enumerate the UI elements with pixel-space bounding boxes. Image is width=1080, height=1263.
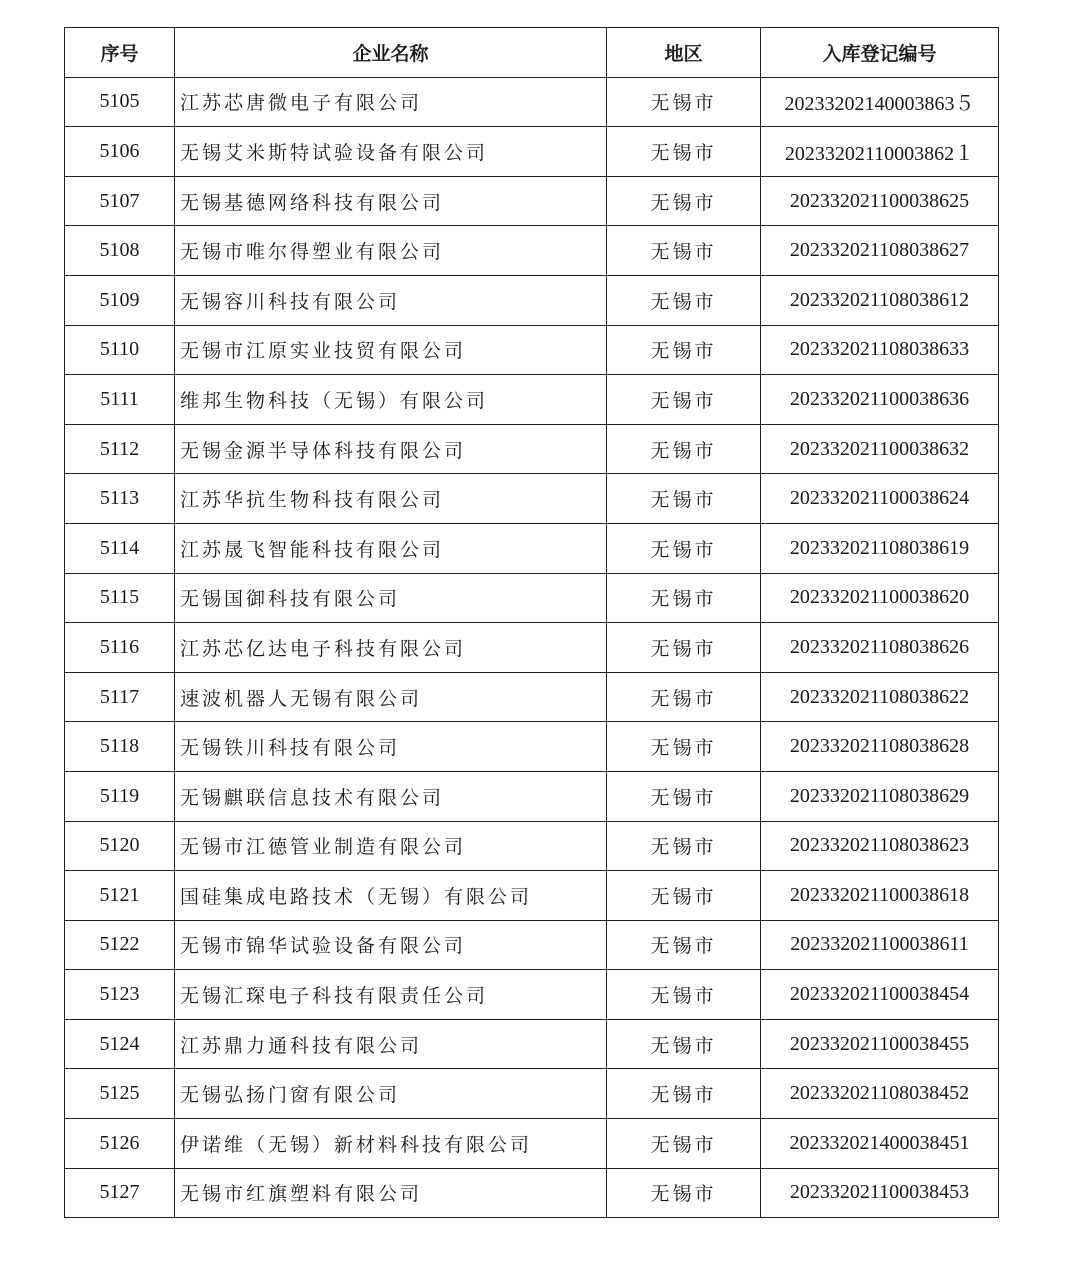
- cell-region: 无锡市: [607, 722, 761, 772]
- table-row: [65, 623, 999, 673]
- table-row: [65, 226, 999, 276]
- cell-registration-code: 202332021100038624: [761, 474, 999, 524]
- cell-registration-code: 202332021108038623: [761, 821, 999, 871]
- cell-index: 5109: [65, 275, 175, 325]
- cell-region: 无锡市: [607, 127, 761, 177]
- table-row: [65, 325, 999, 375]
- cell-company-name: 无锡市唯尔得塑业有限公司: [175, 226, 607, 276]
- cell-company-name: 速波机器人无锡有限公司: [175, 672, 607, 722]
- header-index: 序号: [65, 28, 175, 78]
- cell-company-name: 江苏芯亿达电子科技有限公司: [175, 623, 607, 673]
- cell-index: 5111: [65, 375, 175, 425]
- cell-region: 无锡市: [607, 573, 761, 623]
- cell-index: 5126: [65, 1119, 175, 1169]
- cell-region: 无锡市: [607, 424, 761, 474]
- cell-registration-code: 202332021400038451: [761, 1119, 999, 1169]
- cell-registration-code: 202332021100038636: [761, 375, 999, 425]
- cell-registration-code: 20233202110003862１: [761, 127, 999, 177]
- cell-region: 无锡市: [607, 1019, 761, 1069]
- table-row: [65, 127, 999, 177]
- cell-region: 无锡市: [607, 623, 761, 673]
- table-row: [65, 970, 999, 1020]
- cell-region: 无锡市: [607, 77, 761, 127]
- cell-registration-code: 202332021100038455: [761, 1019, 999, 1069]
- table-header-row: [65, 28, 999, 78]
- cell-registration-code: 202332021108038633: [761, 325, 999, 375]
- cell-region: 无锡市: [607, 1168, 761, 1218]
- table-row: [65, 871, 999, 921]
- cell-index: 5114: [65, 523, 175, 573]
- table-row: [65, 722, 999, 772]
- cell-index: 5115: [65, 573, 175, 623]
- table-row: [65, 275, 999, 325]
- cell-company-name: 江苏华抗生物科技有限公司: [175, 474, 607, 524]
- cell-company-name: 无锡铁川科技有限公司: [175, 722, 607, 772]
- table-row: [65, 1119, 999, 1169]
- cell-company-name: 无锡汇琛电子科技有限责任公司: [175, 970, 607, 1020]
- cell-region: 无锡市: [607, 325, 761, 375]
- cell-company-name: 无锡弘扬门窗有限公司: [175, 1069, 607, 1119]
- cell-region: 无锡市: [607, 970, 761, 1020]
- table-row: [65, 1069, 999, 1119]
- cell-index: 5108: [65, 226, 175, 276]
- cell-registration-code: 202332021108038628: [761, 722, 999, 772]
- cell-company-name: 江苏鼎力通科技有限公司: [175, 1019, 607, 1069]
- cell-region: 无锡市: [607, 226, 761, 276]
- cell-region: 无锡市: [607, 821, 761, 871]
- cell-company-name: 无锡市锦华试验设备有限公司: [175, 920, 607, 970]
- cell-index: 5121: [65, 871, 175, 921]
- cell-region: 无锡市: [607, 1119, 761, 1169]
- header-registration-code: 入库登记编号: [761, 28, 999, 78]
- cell-company-name: 无锡基德网络科技有限公司: [175, 176, 607, 226]
- cell-region: 无锡市: [607, 523, 761, 573]
- cell-company-name: 维邦生物科技（无锡）有限公司: [175, 375, 607, 425]
- cell-registration-code: 202332021108038619: [761, 523, 999, 573]
- table-row: [65, 176, 999, 226]
- table-row: [65, 1168, 999, 1218]
- table-row: [65, 523, 999, 573]
- table-row: [65, 424, 999, 474]
- cell-registration-code: 202332021108038622: [761, 672, 999, 722]
- cell-region: 无锡市: [607, 672, 761, 722]
- cell-company-name: 无锡市红旗塑料有限公司: [175, 1168, 607, 1218]
- cell-index: 5119: [65, 771, 175, 821]
- table-row: [65, 821, 999, 871]
- cell-index: 5123: [65, 970, 175, 1020]
- cell-registration-code: 20233202140003863５: [761, 77, 999, 127]
- cell-index: 5107: [65, 176, 175, 226]
- cell-index: 5125: [65, 1069, 175, 1119]
- cell-region: 无锡市: [607, 474, 761, 524]
- cell-company-name: 无锡艾米斯特试验设备有限公司: [175, 127, 607, 177]
- table-row: [65, 1019, 999, 1069]
- cell-region: 无锡市: [607, 771, 761, 821]
- cell-index: 5106: [65, 127, 175, 177]
- cell-company-name: 国硅集成电路技术（无锡）有限公司: [175, 871, 607, 921]
- cell-region: 无锡市: [607, 1069, 761, 1119]
- cell-company-name: 无锡金源半导体科技有限公司: [175, 424, 607, 474]
- cell-company-name: 无锡市江原实业技贸有限公司: [175, 325, 607, 375]
- table-row: [65, 672, 999, 722]
- cell-index: 5127: [65, 1168, 175, 1218]
- cell-registration-code: 202332021100038611: [761, 920, 999, 970]
- cell-index: 5122: [65, 920, 175, 970]
- cell-registration-code: 202332021100038618: [761, 871, 999, 921]
- table-row: [65, 77, 999, 127]
- cell-registration-code: 202332021100038620: [761, 573, 999, 623]
- cell-registration-code: 202332021108038626: [761, 623, 999, 673]
- cell-company-name: 江苏晟飞智能科技有限公司: [175, 523, 607, 573]
- cell-company-name: 无锡麒联信息技术有限公司: [175, 771, 607, 821]
- header-region: 地区: [607, 28, 761, 78]
- cell-registration-code: 202332021108038452: [761, 1069, 999, 1119]
- cell-region: 无锡市: [607, 375, 761, 425]
- table-row: [65, 474, 999, 524]
- cell-registration-code: 202332021100038453: [761, 1168, 999, 1218]
- table-row: [65, 920, 999, 970]
- enterprise-registry-sheet: [64, 27, 998, 1218]
- cell-company-name: 无锡容川科技有限公司: [175, 275, 607, 325]
- cell-region: 无锡市: [607, 275, 761, 325]
- cell-registration-code: 202332021108038629: [761, 771, 999, 821]
- cell-index: 5124: [65, 1019, 175, 1069]
- cell-index: 5105: [65, 77, 175, 127]
- cell-registration-code: 202332021108038627: [761, 226, 999, 276]
- cell-index: 5118: [65, 722, 175, 772]
- cell-index: 5116: [65, 623, 175, 673]
- table-row: [65, 771, 999, 821]
- cell-company-name: 无锡市江德管业制造有限公司: [175, 821, 607, 871]
- cell-index: 5120: [65, 821, 175, 871]
- cell-registration-code: 202332021100038454: [761, 970, 999, 1020]
- cell-company-name: 江苏芯唐微电子有限公司: [175, 77, 607, 127]
- cell-index: 5117: [65, 672, 175, 722]
- header-company-name: 企业名称: [175, 28, 607, 78]
- cell-index: 5110: [65, 325, 175, 375]
- cell-index: 5112: [65, 424, 175, 474]
- cell-registration-code: 202332021108038612: [761, 275, 999, 325]
- cell-region: 无锡市: [607, 920, 761, 970]
- enterprise-registry-table: [64, 27, 999, 1218]
- cell-index: 5113: [65, 474, 175, 524]
- cell-region: 无锡市: [607, 871, 761, 921]
- cell-company-name: 无锡国御科技有限公司: [175, 573, 607, 623]
- table-row: [65, 573, 999, 623]
- cell-registration-code: 202332021100038625: [761, 176, 999, 226]
- cell-company-name: 伊诺维（无锡）新材料科技有限公司: [175, 1119, 607, 1169]
- cell-region: 无锡市: [607, 176, 761, 226]
- cell-registration-code: 202332021100038632: [761, 424, 999, 474]
- table-row: [65, 375, 999, 425]
